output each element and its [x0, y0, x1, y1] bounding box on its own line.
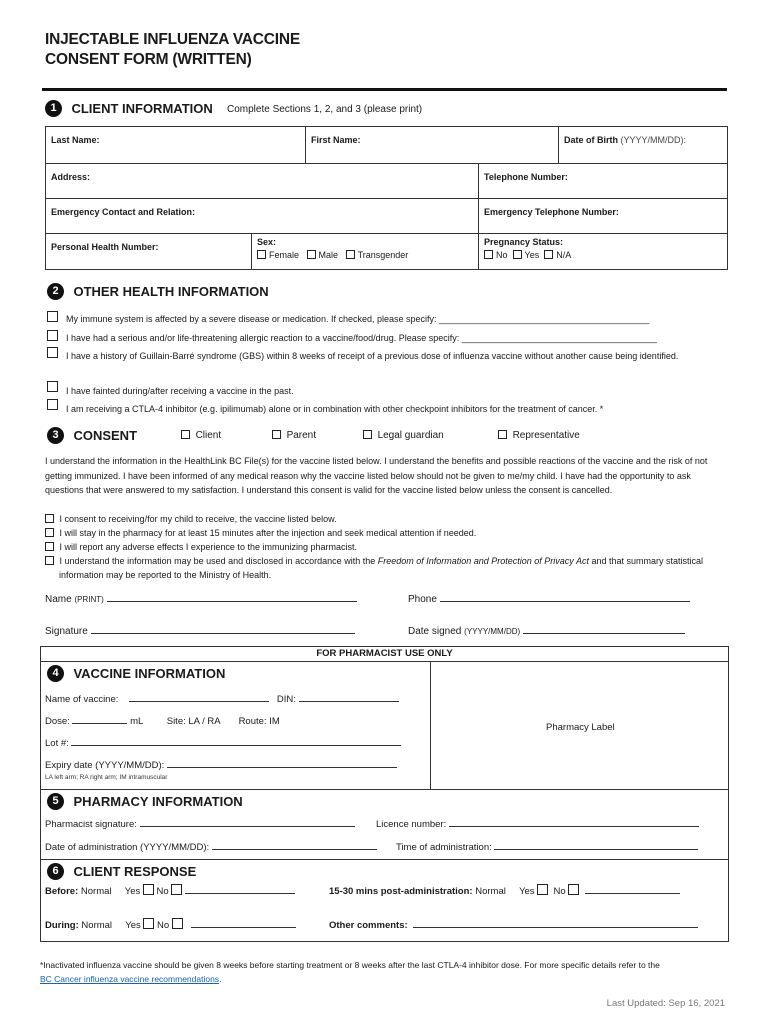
pregnancy-na-option[interactable]: N/A	[544, 250, 571, 260]
pregnancy-field	[479, 234, 727, 269]
immune-checkbox[interactable]	[47, 311, 58, 322]
section2-header	[47, 283, 269, 301]
male-checkbox[interactable]	[307, 250, 316, 259]
section4-number: 4	[47, 665, 64, 682]
dob-field[interactable]	[559, 127, 727, 164]
title-rule	[42, 88, 727, 91]
signature-line[interactable]	[91, 624, 355, 634]
privacy-act-title: Freedom of Information and Protection of Privacy Act	[377, 556, 589, 566]
emergency-contact-field[interactable]	[46, 199, 479, 234]
pregnancy-yes-checkbox[interactable]	[513, 250, 522, 259]
phone-line[interactable]	[440, 592, 690, 602]
health-item-gbs: I have a history of Guillain-Barré syndrome (GBS) within 8 weeks of receipt of a previous dose of influenza vaccine without another cause being identified.	[47, 347, 727, 377]
address-field[interactable]	[46, 164, 479, 199]
phone-field[interactable]: Phone	[408, 592, 690, 605]
other-comments-line[interactable]	[413, 918, 698, 928]
gbs-checkbox[interactable]	[47, 347, 58, 358]
signature-field[interactable]: Signature	[45, 624, 355, 637]
role-guardian-checkbox[interactable]	[363, 430, 372, 439]
sex-transgender-option[interactable]: Transgender	[346, 250, 409, 260]
health-item-allergy: I have had a serious and/or life-threatening allergic reaction to a vaccine/food/drug. Please specify: _______________________________________	[47, 330, 727, 344]
phn-field[interactable]	[46, 234, 252, 269]
pharmacy-label-area: Pharmacy Label	[546, 722, 615, 733]
section3-heading: CONSENT	[73, 428, 138, 443]
section6-heading: CLIENT RESPONSE	[73, 864, 197, 879]
pregnancy-label: Pregnancy Status:	[484, 237, 564, 247]
date-admin-field[interactable]: Date of administration (YYYY/MM/DD):	[45, 840, 377, 854]
name-line[interactable]	[107, 592, 357, 602]
transgender-checkbox[interactable]	[346, 250, 355, 259]
dob-format: (YYYY/MM/DD):	[620, 135, 687, 145]
health-item-ctla4: I am receiving a CTLA-4 inhibitor (e.g. ipilimumab) alone or in combination with other checkpoint inhibitors for the treatment of cancer. *	[47, 399, 727, 413]
emergency-phone-label: Emergency Telephone Number:	[484, 207, 619, 217]
allergy-checkbox[interactable]	[47, 330, 58, 341]
section6-number: 6	[47, 863, 64, 880]
pregnancy-no-option[interactable]: No	[484, 250, 508, 260]
consent-item: I will stay in the pharmacy for at least 15 minutes after the injection and seek medical attention if needed.	[45, 526, 730, 540]
consent-item: I will report any adverse effects I experience to the immunizing pharmacist.	[45, 540, 730, 554]
consent-list	[45, 512, 730, 582]
consent-item: I consent to receiving/for my child to receive, the vaccine listed below.	[45, 512, 730, 526]
section1-instruction: Complete Sections 1, 2, and 3 (please print)	[227, 104, 423, 115]
during-no-checkbox[interactable]	[172, 918, 183, 929]
licence-line[interactable]	[449, 817, 699, 827]
role-parent-checkbox[interactable]	[272, 430, 281, 439]
din-label: DIN:	[276, 694, 296, 705]
emergency-contact-label: Emergency Contact and Relation:	[51, 207, 196, 217]
ctla4-checkbox[interactable]	[47, 399, 58, 410]
date-signed-line[interactable]	[523, 624, 685, 634]
section5-number: 5	[47, 793, 64, 810]
during-yes-checkbox[interactable]	[143, 918, 154, 929]
client-info-grid	[45, 126, 728, 270]
role-client-checkbox[interactable]	[181, 430, 190, 439]
form-title	[45, 30, 300, 70]
fainted-checkbox[interactable]	[47, 381, 58, 392]
pregnancy-yes-option[interactable]: Yes	[513, 250, 540, 260]
pharmacist-divider-1	[40, 789, 729, 790]
post-admin-row: 15-30 mins post-administration: Normal Yes No	[329, 884, 680, 897]
section1-header	[45, 100, 213, 118]
sex-female-option[interactable]: Female	[257, 250, 299, 260]
pharmacist-vertical-divider	[430, 662, 431, 790]
expiry-line[interactable]	[167, 758, 397, 768]
section6-header	[47, 863, 196, 881]
sex-label: Sex:	[257, 237, 277, 247]
first-name-field[interactable]	[306, 127, 559, 164]
first-name-label: First Name:	[311, 135, 361, 145]
health-item-immune: My immune system is affected by a severe disease or medication. If checked, please specify: __________________________________________	[47, 311, 727, 325]
section5-header	[47, 793, 243, 811]
sex-male-option[interactable]: Male	[307, 250, 339, 260]
female-checkbox[interactable]	[257, 250, 266, 259]
role-representative-checkbox[interactable]	[498, 430, 507, 439]
section4-header	[47, 665, 225, 683]
section2-number: 2	[47, 283, 64, 300]
last-name-field[interactable]	[46, 127, 306, 164]
health-item-fainted: I have fainted during/after receiving a vaccine in the past.	[47, 381, 727, 395]
role-client-option[interactable]: Client	[181, 430, 221, 441]
date-admin-line[interactable]	[212, 840, 377, 850]
during-line[interactable]	[191, 918, 296, 928]
section1-heading: CLIENT INFORMATION	[71, 101, 213, 116]
abbreviation-note: LA left arm; RA right arm; IM intramuscular	[45, 774, 168, 781]
section1-number: 1	[45, 100, 62, 117]
post-line[interactable]	[585, 884, 680, 894]
site-label: Site: LA / RA	[166, 716, 221, 727]
before-no-checkbox[interactable]	[171, 884, 182, 895]
din-line[interactable]	[299, 692, 399, 702]
other-comments-field[interactable]: Other comments:	[329, 918, 698, 931]
pharmacist-use-header: FOR PHARMACIST USE ONLY	[40, 646, 729, 662]
pregnancy-no-checkbox[interactable]	[484, 250, 493, 259]
bc-cancer-link[interactable]: BC Cancer influenza vaccine recommendations	[40, 974, 220, 984]
title-line2: CONSENT FORM (WRITTEN)	[45, 51, 252, 68]
vaccine-name-field[interactable]: Name of vaccine: DIN:	[45, 692, 399, 706]
vaccine-name-line[interactable]	[129, 692, 269, 702]
dose-row: Dose: mL Site: LA / RA Route: IM	[45, 716, 280, 727]
lot-line[interactable]	[71, 736, 401, 746]
sex-field	[252, 234, 479, 269]
title-line1: INJECTABLE INFLUENZA VACCINE	[45, 31, 301, 48]
role-guardian-option[interactable]: Legal guardian	[363, 430, 444, 441]
dob-label: Date of Birth	[564, 135, 618, 145]
last-name-label: Last Name:	[51, 135, 100, 145]
time-admin-field[interactable]: Time of administration:	[396, 840, 698, 854]
post-no-checkbox[interactable]	[568, 884, 579, 895]
telephone-field[interactable]	[479, 164, 727, 199]
dose-line[interactable]	[72, 714, 127, 724]
telephone-label: Telephone Number:	[484, 172, 568, 182]
before-row: Before: Normal Yes No	[45, 884, 295, 897]
section3-number: 3	[47, 427, 64, 444]
licence-field[interactable]: Licence number:	[376, 817, 699, 831]
emergency-phone-field[interactable]	[479, 199, 727, 234]
during-row: During: Normal Yes No	[45, 918, 296, 931]
section5-heading: PHARMACY INFORMATION	[73, 794, 243, 809]
section3-header	[47, 427, 137, 445]
post-yes-checkbox[interactable]	[537, 884, 548, 895]
footnote: *Inactivated influenza vaccine should be given 8 weeks before starting treatment or 8 weeks after the last CTLA-4 inhibitor dose. For more specific details refer to the BC Cancer influenza vaccine recommendations.	[40, 960, 660, 984]
pharmacist-signature-line[interactable]	[140, 817, 355, 827]
pharmacist-signature-field[interactable]: Pharmacist signature:	[45, 817, 355, 831]
consent-report-checkbox[interactable]	[45, 542, 54, 551]
time-admin-line[interactable]	[494, 840, 698, 850]
consent-item: I understand the information may be used and disclosed in accordance with the Freedom of Information and Protection of Privacy Act and that summary statistical information may be reported to the Ministry of Health.	[45, 554, 730, 582]
consent-stay-checkbox[interactable]	[45, 528, 54, 537]
lot-field[interactable]: Lot #:	[45, 736, 401, 750]
consent-receive-checkbox[interactable]	[45, 514, 54, 523]
section2-heading: OTHER HEALTH INFORMATION	[73, 284, 269, 299]
route-label: Route: IM	[238, 716, 280, 727]
date-signed-field[interactable]: Date signed (YYYY/MM/DD)	[408, 624, 685, 637]
before-line[interactable]	[185, 884, 295, 894]
consent-privacy-checkbox[interactable]	[45, 556, 54, 565]
section4-heading: VACCINE INFORMATION	[73, 666, 226, 681]
role-representative-option[interactable]: Representative	[498, 430, 580, 441]
expiry-field[interactable]: Expiry date (YYYY/MM/DD):	[45, 758, 397, 772]
phn-label: Personal Health Number:	[51, 242, 159, 252]
pharmacist-divider-2	[40, 859, 729, 860]
pregnancy-na-checkbox[interactable]	[544, 250, 553, 259]
name-print-field[interactable]: Name (PRINT)	[45, 592, 357, 605]
before-yes-checkbox[interactable]	[143, 884, 154, 895]
address-label: Address:	[51, 172, 91, 182]
consent-paragraph: I understand the information in the HealthLink BC File(s) for the vaccine listed below. I understand the benefits and possible reactions of the vaccine and the risk of not getting immunized. I have been informed of any medical reason why the vaccine listed below should not be given to me/my child. I have had the opportunity to ask questions that were answered to my satisfaction. I understand this consent is valid for the vaccine listed below unless the consent is cancelled.	[45, 456, 708, 495]
role-parent-option[interactable]: Parent	[272, 430, 316, 441]
last-updated: Last Updated: Sep 16, 2021	[606, 998, 725, 1009]
